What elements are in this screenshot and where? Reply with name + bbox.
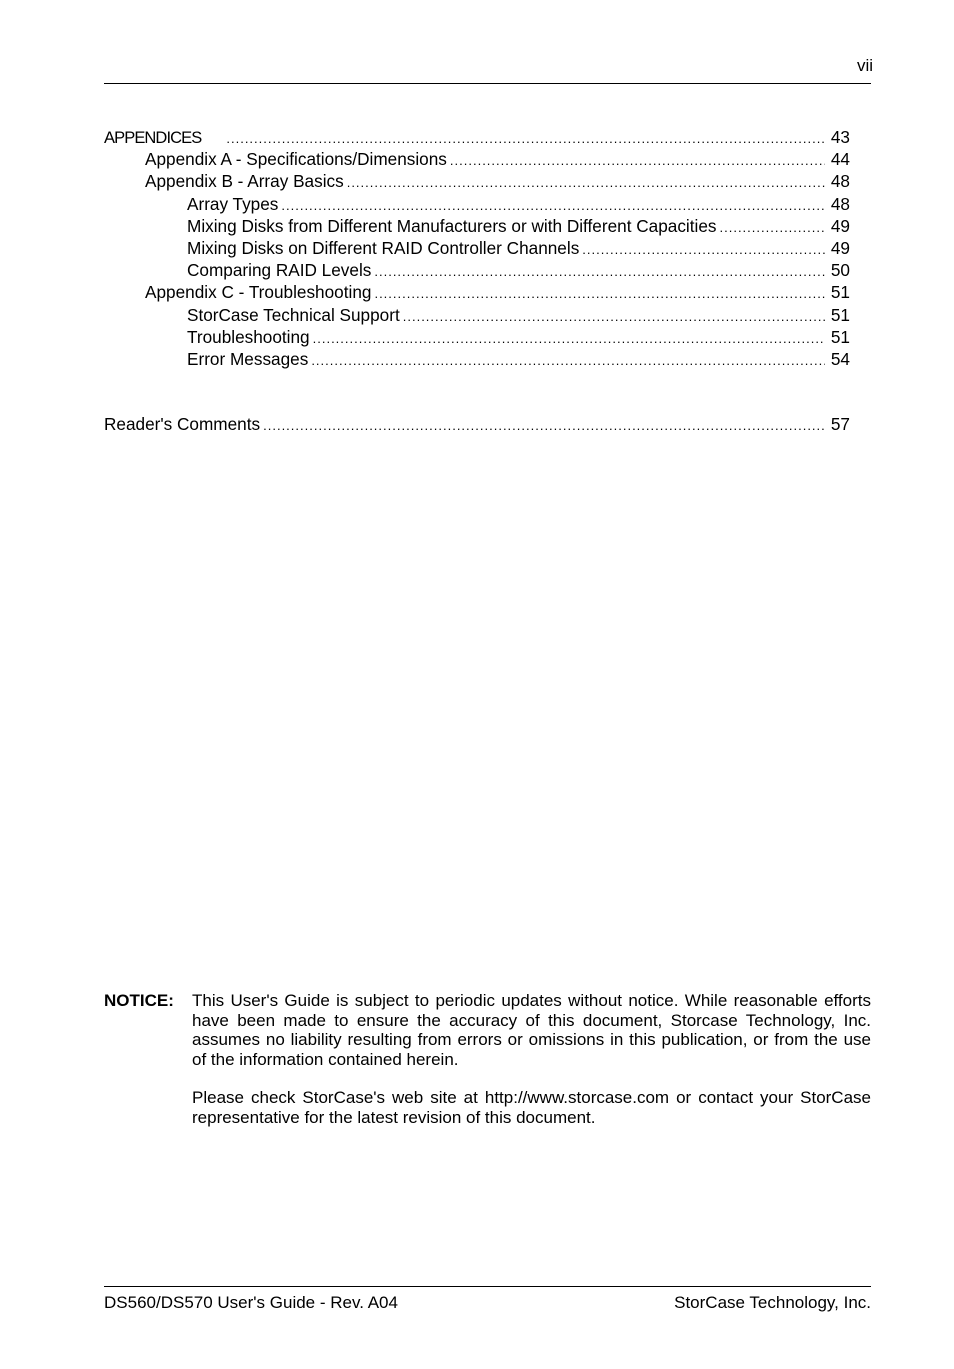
- toc-dot-leader: [313, 328, 825, 350]
- toc-entry-page: 51: [830, 282, 850, 303]
- toc-dot-leader: [582, 239, 825, 261]
- toc-entry-title: Appendix C - Troubleshooting: [145, 282, 372, 303]
- toc-entry: [104, 259, 850, 281]
- toc-dot-leader: [311, 350, 825, 372]
- toc-entry-page: 50: [830, 260, 850, 281]
- toc-entry-title: Array Types: [187, 193, 279, 214]
- page-number: vii: [856, 56, 873, 75]
- toc-entry: [104, 215, 850, 237]
- toc-dot-leader: [347, 172, 825, 194]
- toc-entry-page: 54: [830, 348, 850, 369]
- toc-entry-page: 51: [830, 304, 850, 325]
- toc-entry-title: Troubleshooting: [187, 326, 310, 347]
- toc-dot-leader: [226, 128, 825, 150]
- notice-label: NOTICE:: [104, 991, 174, 1010]
- header-rule: [104, 83, 871, 84]
- toc-entry-page: 57: [830, 414, 850, 435]
- toc-entry-page: 48: [830, 193, 850, 214]
- notice-paragraph: Please check StorCase's web site at http://www.storcase.com or contact your StorCase representative for the latest revision of this document.: [192, 1088, 871, 1127]
- toc-entry-page: 49: [830, 215, 850, 236]
- toc-entry: [104, 170, 850, 192]
- toc-dot-leader: [403, 306, 825, 328]
- toc-spacer: [104, 370, 850, 413]
- toc-entry-title: APPENDICES: [104, 129, 202, 147]
- toc-entry-title: Reader's Comments: [104, 414, 261, 435]
- toc-entry-title: Mixing Disks from Different Manufacturers or with Different Capacities: [187, 215, 717, 236]
- toc-entry-page: 44: [830, 149, 850, 170]
- notice-paragraph: This User's Guide is subject to periodic updates without notice. While reasonable efforts have been made to ensure the accuracy of this document, Storcase Technology, Inc. assumes no liability resulting from errors or omissions in this publication, or from the use of the information contained herein.: [192, 991, 871, 1069]
- toc-entry-title: Appendix B - Array Basics: [145, 171, 344, 192]
- toc-dot-leader: [281, 195, 824, 217]
- toc-dot-leader: [374, 261, 825, 283]
- toc-entry-title: Mixing Disks on Different RAID Controller Channels: [187, 237, 580, 258]
- notice-body: [192, 991, 871, 1128]
- toc-dot-leader: [720, 217, 825, 239]
- toc-entry: [104, 148, 850, 170]
- toc-entry-page: 51: [830, 326, 850, 347]
- toc-entry-page: 43: [830, 127, 850, 147]
- toc-dot-leader: [374, 283, 824, 305]
- table-of-contents: [104, 126, 850, 435]
- toc-entry: [104, 126, 850, 148]
- toc-entry: [104, 193, 850, 215]
- toc-main-list: [104, 126, 850, 370]
- footer-company: StorCase Technology, Inc.: [674, 1293, 871, 1312]
- toc-entry: [104, 413, 850, 435]
- notice-block: [104, 991, 871, 1128]
- footer-document-title: DS560/DS570 User's Guide - Rev. A04: [104, 1293, 398, 1312]
- toc-entry-title: Error Messages: [187, 348, 309, 369]
- toc-entry: [104, 348, 850, 370]
- toc-entry-title: StorCase Technical Support: [187, 304, 400, 325]
- toc-entry-title: Appendix A - Specifications/Dimensions: [145, 149, 447, 170]
- toc-entry-page: 49: [830, 237, 850, 258]
- toc-entry-page: 48: [830, 171, 850, 192]
- toc-entry: [104, 304, 850, 326]
- toc-dot-leader: [450, 150, 825, 172]
- toc-entry-title: Comparing RAID Levels: [187, 260, 372, 281]
- toc-entry: [104, 326, 850, 348]
- toc-entry: [104, 237, 850, 259]
- toc-entry: [104, 281, 850, 303]
- toc-trailing-list: [104, 413, 850, 435]
- footer-rule: [104, 1286, 871, 1287]
- toc-dot-leader: [263, 415, 825, 437]
